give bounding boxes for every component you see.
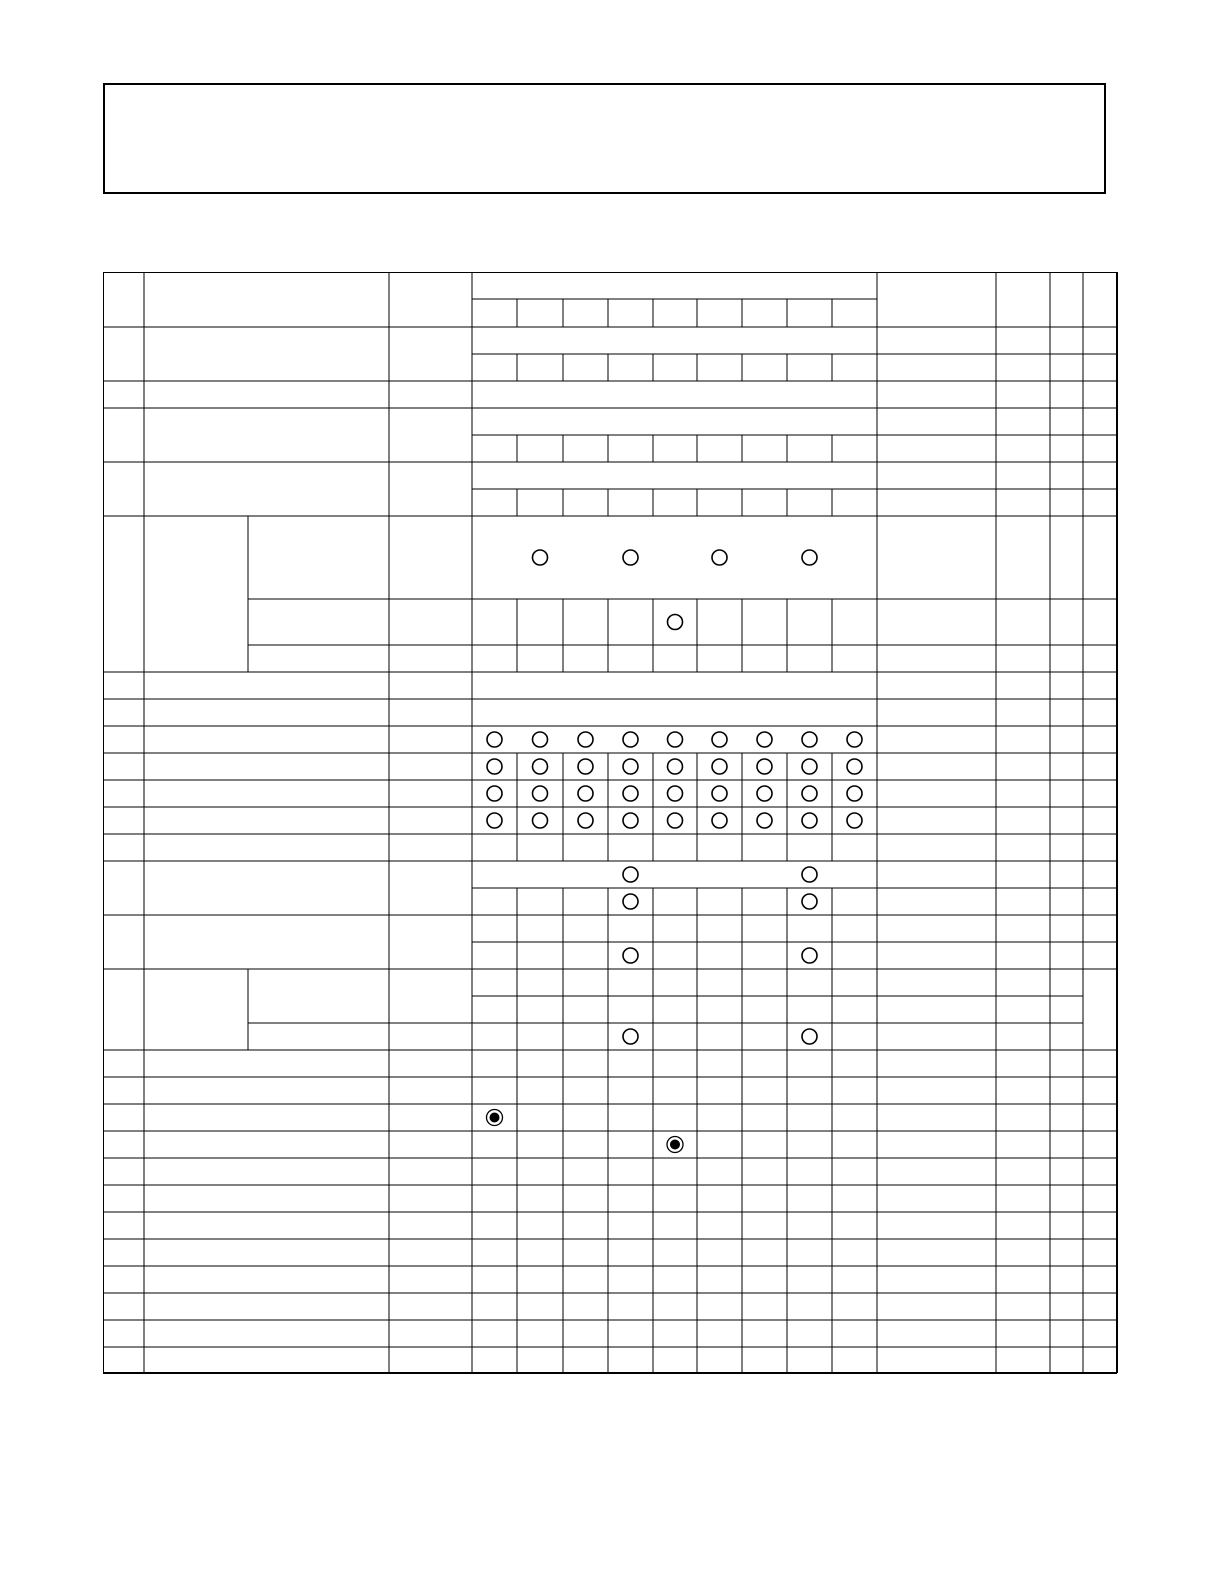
open-circle-mark [757,759,772,774]
open-circle-mark [802,894,817,909]
open-circle-mark [847,759,862,774]
open-circle-mark [623,813,638,828]
open-circle-mark [802,867,817,882]
open-circle-mark [487,732,502,747]
open-circle-mark [802,759,817,774]
open-circle-mark [578,759,593,774]
open-circle-mark [533,786,548,801]
table-grid [103,272,1119,1374]
open-circle-mark [712,813,727,828]
open-circle-mark [802,786,817,801]
bullseye-mark-dot [490,1113,500,1123]
open-circle-mark [623,786,638,801]
open-circle-mark [533,759,548,774]
open-circle-mark [802,732,817,747]
open-circle-mark [668,813,683,828]
open-circle-mark [623,867,638,882]
open-circle-mark [802,813,817,828]
open-circle-mark [668,732,683,747]
open-circle-mark [623,732,638,747]
open-circle-mark [668,615,683,630]
open-circle-mark [578,732,593,747]
open-circle-mark [712,732,727,747]
open-circle-mark [623,759,638,774]
open-circle-mark [578,786,593,801]
open-circle-mark [802,948,817,963]
open-circle-mark [802,550,817,565]
open-circle-mark [757,732,772,747]
open-circle-mark [623,1029,638,1044]
open-circle-mark [533,550,548,565]
open-circle-mark [802,1029,817,1044]
open-circle-mark [623,894,638,909]
open-circle-mark [847,786,862,801]
document-header-box [103,83,1106,194]
open-circle-mark [847,732,862,747]
open-circle-mark [757,813,772,828]
open-circle-mark [578,813,593,828]
open-circle-mark [712,550,727,565]
bullseye-mark-dot [670,1140,680,1150]
open-circle-mark [757,786,772,801]
open-circle-mark [712,759,727,774]
open-circle-mark [487,786,502,801]
open-circle-mark [533,813,548,828]
check-matrix-table [103,272,1119,1374]
open-circle-mark [668,786,683,801]
open-circle-mark [487,813,502,828]
open-circle-mark [623,550,638,565]
open-circle-mark [847,813,862,828]
open-circle-mark [533,732,548,747]
open-circle-mark [623,948,638,963]
open-circle-mark [487,759,502,774]
open-circle-mark [668,759,683,774]
open-circle-mark [712,786,727,801]
